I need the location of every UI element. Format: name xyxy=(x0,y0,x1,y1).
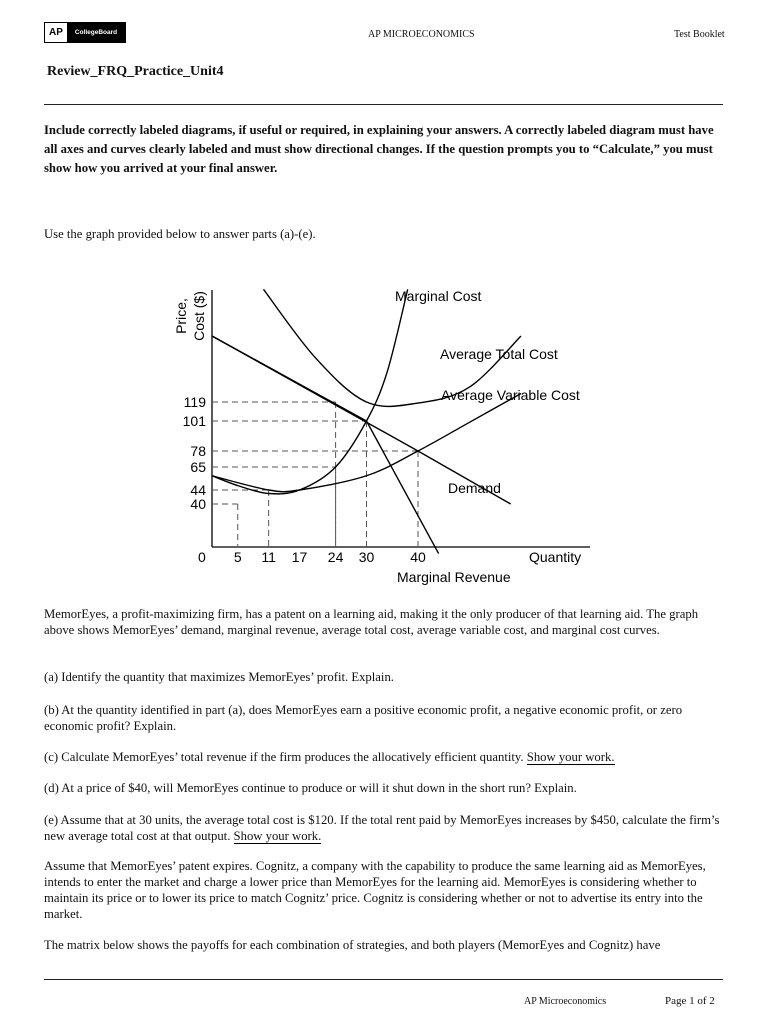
y-tick-44: 44 xyxy=(190,482,206,498)
header-divider xyxy=(44,104,723,105)
header-subject: AP MICROECONOMICS xyxy=(368,29,475,40)
x-tick-17: 17 xyxy=(291,549,308,565)
guide-lines xyxy=(212,402,418,547)
marginal-cost-label: Marginal Cost xyxy=(395,288,482,304)
question-a: (a) Identify the quantity that maximizes MemorEyes’ profit. Explain. xyxy=(44,670,394,684)
collegeboard-logo-text: CollegeBoard xyxy=(67,23,125,42)
x-tick-labels xyxy=(234,549,426,565)
question-c-text: (c) Calculate MemorEyes’ total revenue if the firm produces the allocatively efficient quantity. xyxy=(44,750,524,764)
x-tick-24: 24 xyxy=(327,549,344,565)
marginal-revenue-label: Marginal Revenue xyxy=(397,569,511,585)
graph-intro: Use the graph provided below to answer parts (a)-(e). xyxy=(44,227,316,241)
y-tick-101: 101 xyxy=(182,413,206,429)
x-tick-11: 11 xyxy=(261,549,276,565)
y-tick-119: 119 xyxy=(183,394,206,410)
footer-course: AP Microeconomics xyxy=(524,996,607,1007)
question-e xyxy=(44,812,728,844)
ap-logo-mark: AP xyxy=(45,23,67,42)
question-d: (d) At a price of $40, will MemorEyes continue to produce or will it shut down in the short run? Explain. xyxy=(44,781,577,795)
x-tick-40: 40 xyxy=(410,549,426,565)
y-axis-label-line1: Price, xyxy=(173,298,189,334)
college-board-logo xyxy=(44,22,126,43)
x-axis-label: Quantity xyxy=(529,549,582,565)
x-tick-30: 30 xyxy=(358,549,375,565)
x-tick-5: 5 xyxy=(233,549,242,565)
y-tick-labels xyxy=(183,394,207,512)
intro-paragraph: MemorEyes, a profit-maximizing firm, has a patent on a learning aid, making it the only producer of that learning aid. The graph above shows MemorEyes’ demand, marginal revenue, average total cost, average variable cost, and marginal cost curves. xyxy=(44,607,699,637)
document-title: Review_FRQ_Practice_Unit4 xyxy=(47,64,224,79)
matrix-intro-paragraph: The matrix below shows the payoffs for each combination of strategies, and both players (MemorEyes and Cognitz) have xyxy=(44,938,661,952)
average-variable-cost-label: Average Variable Cost xyxy=(441,387,580,403)
y-axis-label-line2: Cost ($) xyxy=(191,291,207,341)
y-tick-65: 65 xyxy=(190,459,206,475)
question-c xyxy=(44,749,728,765)
y-tick-78: 78 xyxy=(190,443,206,459)
patent-expiry-paragraph: Assume that MemorEyes’ patent expires. Cognitz, a company with the capability to produce the same learning aid as MemorEyes, intends to enter the market and charge a lower price than MemorEyes for the learning aid. MemorEyes is considering whether to maintain its price or to lower its price to match Cognitz’ price. Cognitz is considering whether or not to advertise its entry into the market. xyxy=(44,859,706,921)
instructions: Include correctly labeled diagrams, if useful or required, in explaining your answers. A correctly labeled diagram must have all axes and curves clearly labeled and must show directional changes. If the question prompts you to “Calculate,” you must show how you arrived at your final answer. xyxy=(44,123,714,175)
show-work-e: Show your work. xyxy=(233,829,322,843)
header-booklet: Test Booklet xyxy=(674,29,725,40)
y-tick-40: 40 xyxy=(190,496,206,512)
demand-label: Demand xyxy=(448,480,501,496)
cost-revenue-graph xyxy=(160,280,610,590)
marginal-cost-curve xyxy=(212,289,408,494)
footer-page-number: Page 1 of 2 xyxy=(665,995,715,1007)
show-work-c: Show your work. xyxy=(526,750,615,764)
question-b: (b) At the quantity identified in part (a), does MemorEyes earn a positive economic profit, a negative economic profit, or zero economic profit? Explain. xyxy=(44,703,683,733)
footer-divider xyxy=(44,979,723,980)
average-total-cost-label: Average Total Cost xyxy=(440,346,558,362)
question-e-text: (e) Assume that at 30 units, the average total cost is $120. If the total rent paid by MemorEyes increases by $450, calculate the firm’s new average total cost at that output. xyxy=(44,813,720,843)
graph-axes xyxy=(212,290,590,547)
origin-label: 0 xyxy=(198,549,206,565)
